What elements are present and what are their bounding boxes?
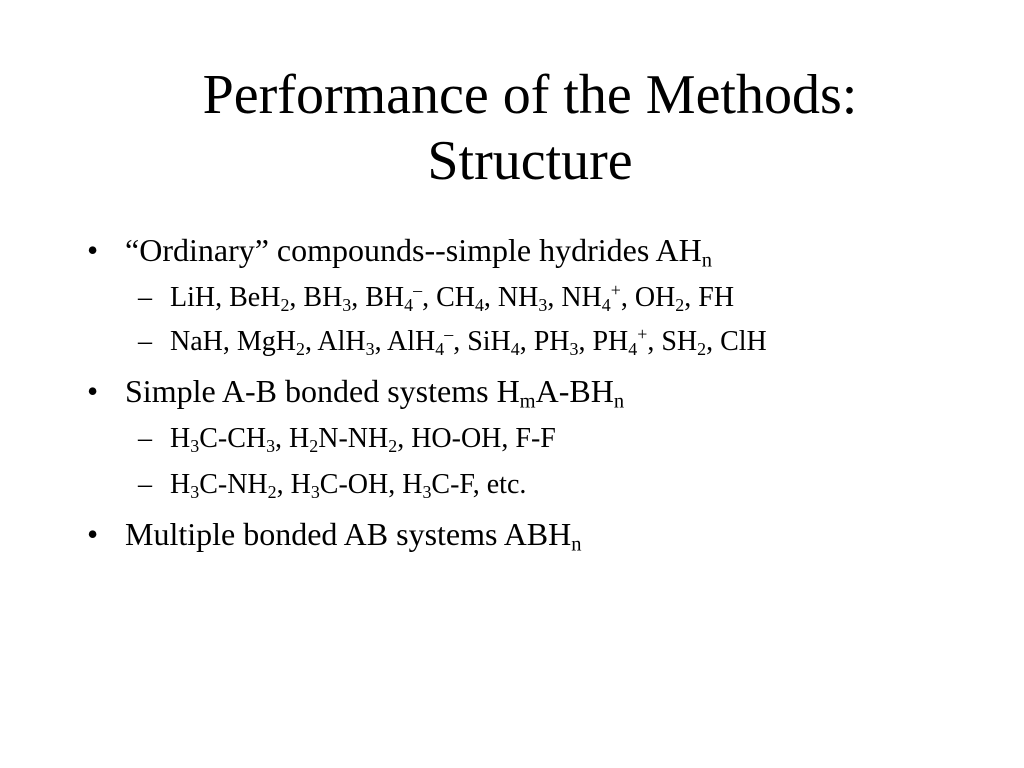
formula-run: , ClH	[706, 326, 767, 357]
bullet-glyph: •	[87, 373, 99, 409]
formula-run: , H	[276, 469, 311, 500]
formula-run: , FH	[684, 282, 735, 313]
bullet-item-2-text	[125, 373, 625, 413]
sub-item-1-1-text	[170, 280, 735, 316]
sub-item-2-1	[138, 423, 556, 457]
formula-run: 4	[628, 339, 638, 360]
formula-run: 4	[404, 295, 414, 316]
formula-run: 3	[190, 436, 200, 457]
sub-item-2-2-text	[170, 469, 527, 503]
formula-run: C-CH	[199, 423, 267, 454]
formula-run: 4	[601, 295, 611, 316]
formula-run: , BH	[351, 282, 405, 313]
formula-run: , AlH	[374, 326, 436, 357]
formula-run: Multiple bonded AB systems ABH	[125, 516, 572, 552]
formula-run: , CH	[422, 282, 475, 313]
formula-run: Simple A-B bonded systems H	[125, 373, 520, 409]
formula-run: 2	[388, 436, 398, 457]
formula-run: 3	[266, 436, 276, 457]
bullet-item-2	[87, 373, 625, 413]
formula-run: 3	[422, 482, 432, 503]
formula-run: n	[571, 533, 582, 556]
title-line-1: Performance of the Methods:	[202, 64, 858, 126]
formula-run: A-BH	[535, 373, 614, 409]
formula-run: H	[170, 469, 191, 500]
dash-glyph: –	[138, 469, 152, 500]
formula-run: 2	[267, 482, 277, 503]
title-line-2: Structure	[427, 130, 633, 192]
formula-run: 2	[675, 295, 685, 316]
sub-item-1-2-text	[170, 324, 767, 360]
formula-run: 4	[474, 295, 484, 316]
formula-run: 3	[342, 295, 352, 316]
formula-run: C-F, etc.	[431, 469, 527, 500]
formula-run: , AlH	[304, 326, 366, 357]
bullet-item-3	[87, 516, 582, 556]
formula-run: 2	[280, 295, 290, 316]
formula-run: 3	[365, 339, 375, 360]
formula-run: , SH	[647, 326, 698, 357]
formula-run: 4	[510, 339, 520, 360]
formula-run: +	[610, 280, 621, 301]
formula-run: , BH	[289, 282, 343, 313]
sub-item-1-1	[138, 280, 735, 316]
formula-run: C-NH	[199, 469, 268, 500]
formula-run: 2	[296, 339, 305, 360]
formula-run: C-OH, H	[319, 469, 423, 500]
formula-run: 4	[435, 339, 445, 360]
bullet-item-1-sub: n	[701, 249, 712, 272]
dash-glyph: –	[138, 282, 152, 313]
formula-run: , SiH	[453, 326, 511, 357]
formula-run: , NH	[483, 282, 539, 313]
bullet-item-3-text	[125, 516, 582, 556]
dash-glyph: –	[138, 326, 152, 357]
formula-run: n	[613, 390, 625, 413]
formula-run: , HO-OH, F-F	[397, 423, 556, 454]
formula-run: , PH	[519, 326, 570, 357]
formula-run: 2	[697, 339, 707, 360]
formula-run: , PH	[578, 326, 629, 357]
sub-item-1-2	[138, 324, 767, 360]
bullet-glyph: •	[87, 516, 99, 552]
dash-glyph: –	[138, 423, 152, 454]
formula-run: +	[637, 324, 648, 345]
formula-run: 2	[309, 436, 319, 457]
bullet-item-1-text: “Ordinary” compounds--simple hydrides AH	[125, 232, 702, 268]
formula-run: –	[413, 280, 423, 301]
formula-run: 3	[190, 482, 200, 503]
formula-run: NaH, MgH	[170, 326, 296, 357]
formula-run: H	[170, 423, 191, 454]
sub-item-2-1-text	[170, 423, 556, 457]
formula-run: m	[519, 390, 536, 413]
sub-item-2-2	[138, 469, 527, 503]
formula-run: N-NH	[318, 423, 389, 454]
formula-run: , H	[275, 423, 310, 454]
formula-run: LiH, BeH	[170, 282, 281, 313]
formula-run: 3	[569, 339, 579, 360]
formula-run: , NH	[547, 282, 602, 313]
formula-run: 3	[538, 295, 548, 316]
formula-run: –	[444, 324, 454, 345]
formula-run: , OH	[620, 282, 676, 313]
formula-run: 3	[310, 482, 320, 503]
bullet-glyph: •	[87, 232, 99, 268]
bullet-item-1	[87, 232, 712, 272]
